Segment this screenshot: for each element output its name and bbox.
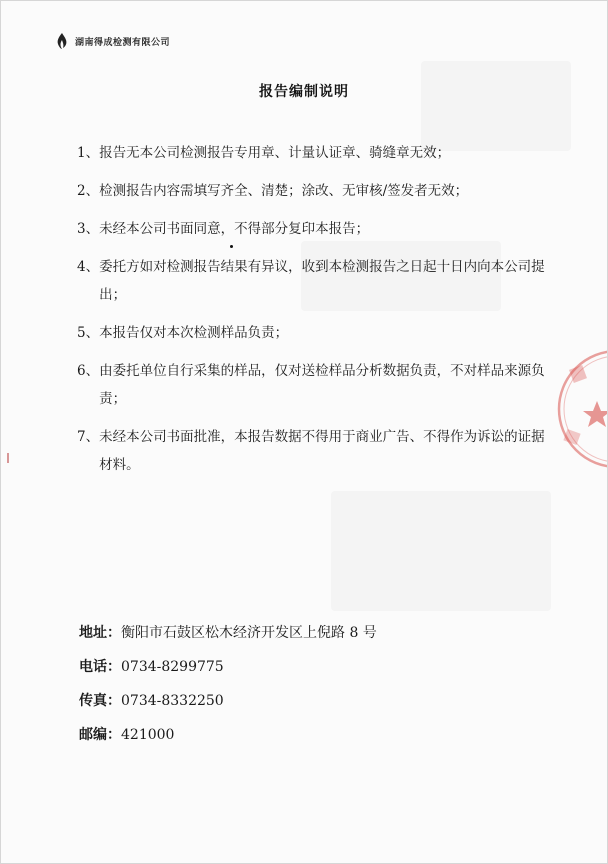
item-number: 1、 [77,145,100,161]
item-text: 本报告仅对本次检测样品负责； [99,325,289,341]
item-text: 由委托单位自行采集的样品，仅对送检样品分析数据负责，不对样品来源负责； [99,363,545,407]
item-text: 委托方如对检测报告结果有异议，收到本检测报告之日起十日内向本公司提出； [99,259,545,303]
list-item [77,319,557,347]
fax-value: 0734-8332250 [121,693,224,709]
phone-row [79,655,377,689]
list-item [77,423,557,479]
item-text: 报告无本公司检测报告专用章、计量认证章、骑缝章无效； [99,145,451,161]
item-number: 7、 [77,429,100,445]
page-title: 报告编制说明 [259,84,349,100]
list-item [77,139,557,167]
show-through-texture [421,61,571,151]
item-number: 6、 [77,363,100,379]
margin-mark [7,453,9,463]
item-number: 3、 [77,221,100,237]
item-text: 未经本公司书面同意，不得部分复印本报告； [99,221,370,237]
postcode-value: 421000 [121,727,175,743]
phone-value: 0734-8299775 [121,659,224,675]
speck [230,245,233,248]
address-value: 衡阳市石鼓区松木经济开发区上倪路 8 号 [121,625,377,641]
item-number: 4、 [77,259,100,275]
item-text: 检测报告内容需填写齐全、清楚；涂改、无审核/签发者无效； [99,183,469,199]
item-number: 2、 [77,183,100,199]
company-name: 湖南得成检测有限公司 [75,37,171,48]
flame-logo-icon [55,32,69,50]
postcode-row [79,723,377,757]
contact-block [79,621,377,757]
address-row [79,621,377,655]
list-item [77,253,557,309]
phone-label: 电话： [79,659,121,675]
list-item [77,357,557,413]
fax-label: 传真： [79,693,121,709]
address-label: 地址： [79,625,121,641]
postcode-label: 邮编： [79,727,121,743]
show-through-texture [331,491,551,611]
item-text: 未经本公司书面批准，本报告数据不得用于商业广告、不得作为诉讼的证据材料。 [99,429,545,473]
item-number: 5、 [77,325,100,341]
company-seal-icon [557,339,608,479]
list-item [77,215,557,243]
fax-row [79,689,377,723]
list-item [77,177,557,205]
letterhead [55,31,170,51]
notes-list [77,139,557,489]
